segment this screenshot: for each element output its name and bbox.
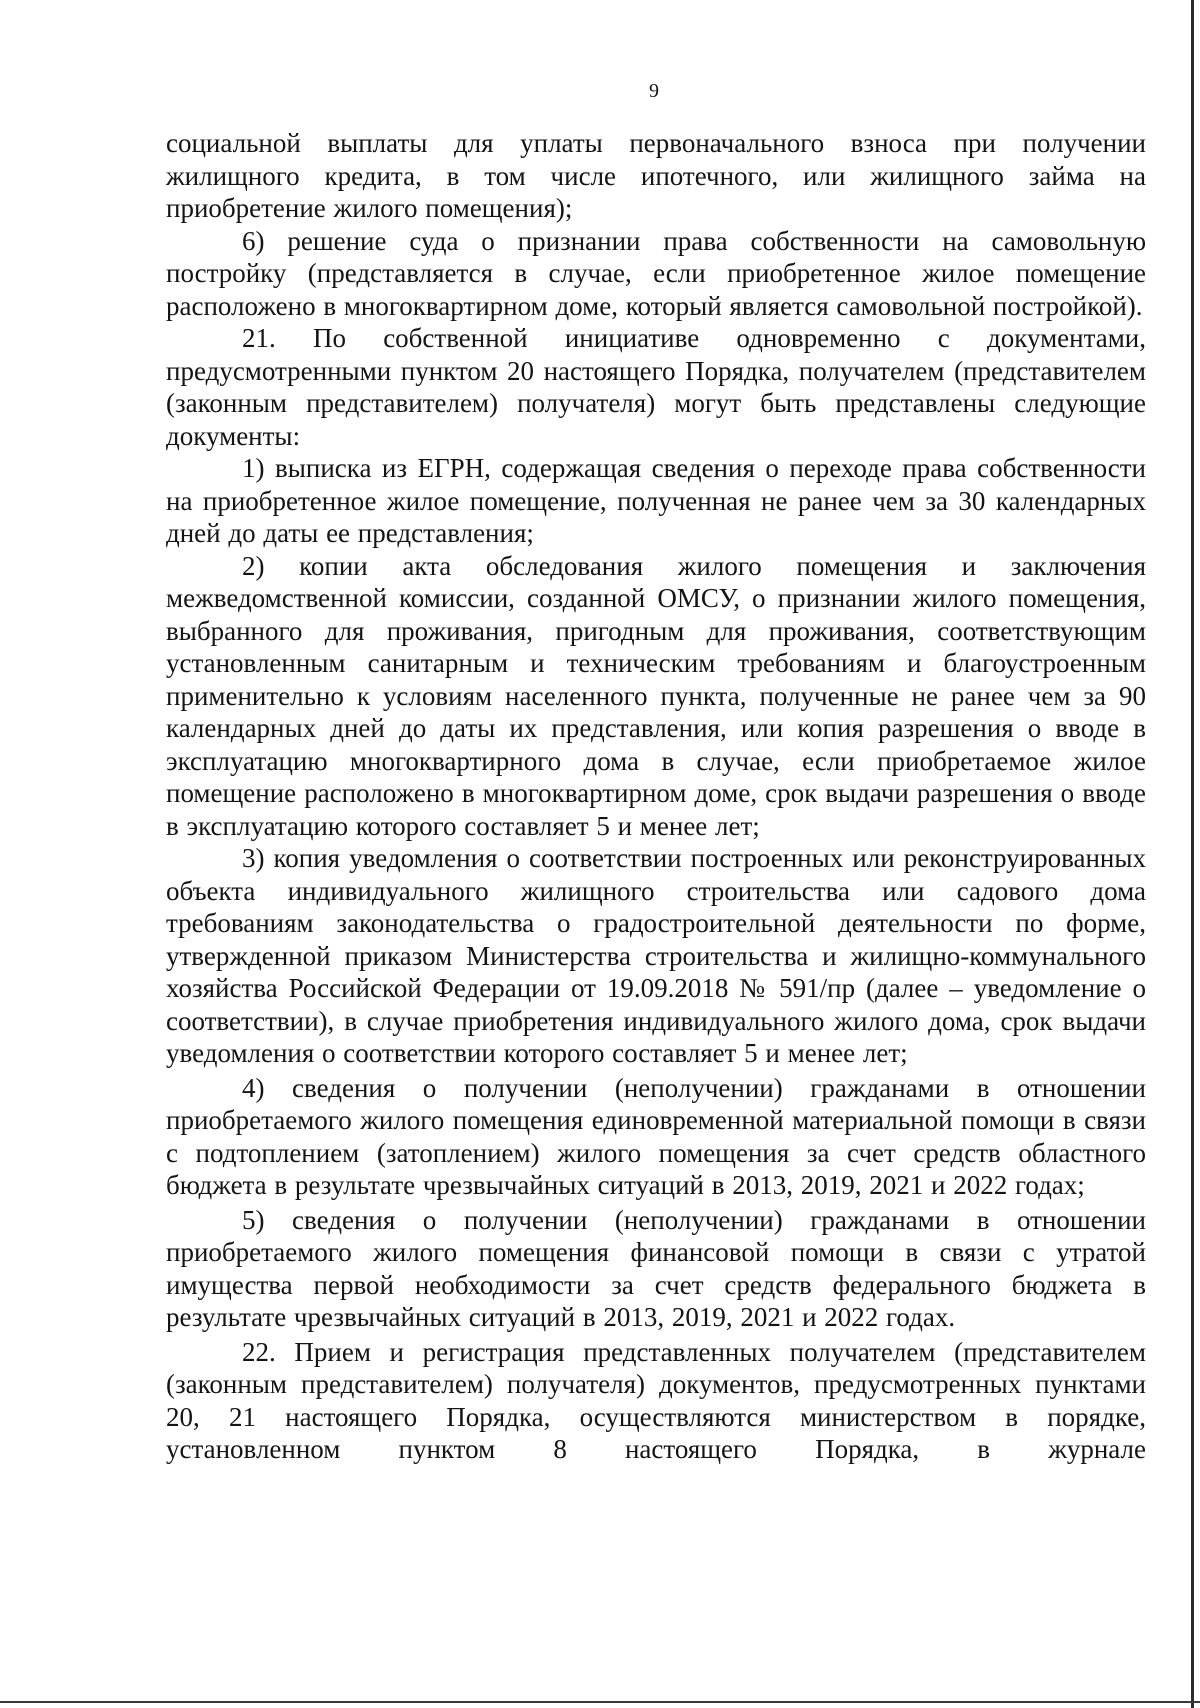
document-body: [166, 127, 1146, 1466]
paragraph-item-4: 4) сведения о получении (неполучении) гражданами в отношении приобретаемого жилого помещения единовременной материальной помощи в связи с подтоплением (затоплением) жилого помещения за счет средств областного бюджета в результате чрезвычайных ситуаций в 2013, 2019, 2021 и 2022 годах;: [166, 1072, 1146, 1200]
paragraph-item-3: 3) копия уведомления о соответствии построенных или реконструированных объекта индивидуального жилищного строительства или садового дома требованиям законодательства о градостроительной деятельности по форме, утвержденной приказом Министерства строительства и жилищно-коммунального хозяйства Российской Федерации от 19.09.2018 № 591/пр (далее – уведомление о соответствии), в случае приобретения индивидуального жилого дома, срок выдачи уведомления о соответствии которого составляет 5 и менее лет;: [166, 843, 1146, 1068]
scan-right-edge: [1191, 0, 1194, 1708]
paragraph-clause-22: 22. Прием и регистрация представленных получателем (представителем (законным представителем) получателя) документов, предусмотренных пунктами 20, 21 настоящего Порядка, осуществляются министерством в порядке, установленном пунктом 8 настоящего Порядка, в журнале: [166, 1336, 1146, 1464]
paragraph-continuation: социальной выплаты для уплаты первоначального взноса при получении жилищного кредита, в том числе ипотечного, или жилищного займа на приобретение жилого помещения);: [166, 128, 1146, 223]
paragraph-clause-21: 21. По собственной инициативе одновременно с документами, предусмотренными пунктом 20 настоящего Порядка, получателем (представителем (законным представителем) получателя) могут быть представлены следующие документы:: [166, 323, 1146, 451]
paragraph-item-5: 5) сведения о получении (неполучении) гражданами в отношении приобретаемого жилого помещения финансовой помощи в связи с утратой имущества первой необходимости за счет средств федерального бюджета в результате чрезвычайных ситуаций в 2013, 2019, 2021 и 2022 годах.: [166, 1204, 1146, 1332]
paragraph-item-6: 6) решение суда о признании права собственности на самовольную постройку (представляется в случае, если приобретенное жилое помещение расположено в многоквартирном доме, который является самовольной постройкой).: [166, 225, 1146, 321]
paragraph-item-2: 2) копии акта обследования жилого помещения и заключения межведомственной комиссии, созданной ОМСУ, о признании жилого помещения, выбранного для проживания, пригодным для проживания, соответствующим установленным санитарным и техническим требованиям и благоустроенным применительно к условиям населенного пункта, полученные не ранее чем за 90 календарных дней до даты их представления, или копия разрешения о вводе в эксплуатацию многоквартирного дома в случае, если приобретаемое жилое помещение расположено в многоквартирном доме, срок выдачи разрешения о вводе в эксплуатацию которого составляет 5 и менее лет;: [166, 550, 1146, 841]
page-number: 9: [649, 80, 659, 102]
scan-bottom-edge: [0, 1701, 1200, 1703]
paragraph-item-1: 1) выписка из ЕГРН, содержащая сведения о переходе права собственности на приобретенное жилое помещение, полученная не ранее чем за 30 календарных дней до даты ее представления;: [166, 453, 1146, 548]
